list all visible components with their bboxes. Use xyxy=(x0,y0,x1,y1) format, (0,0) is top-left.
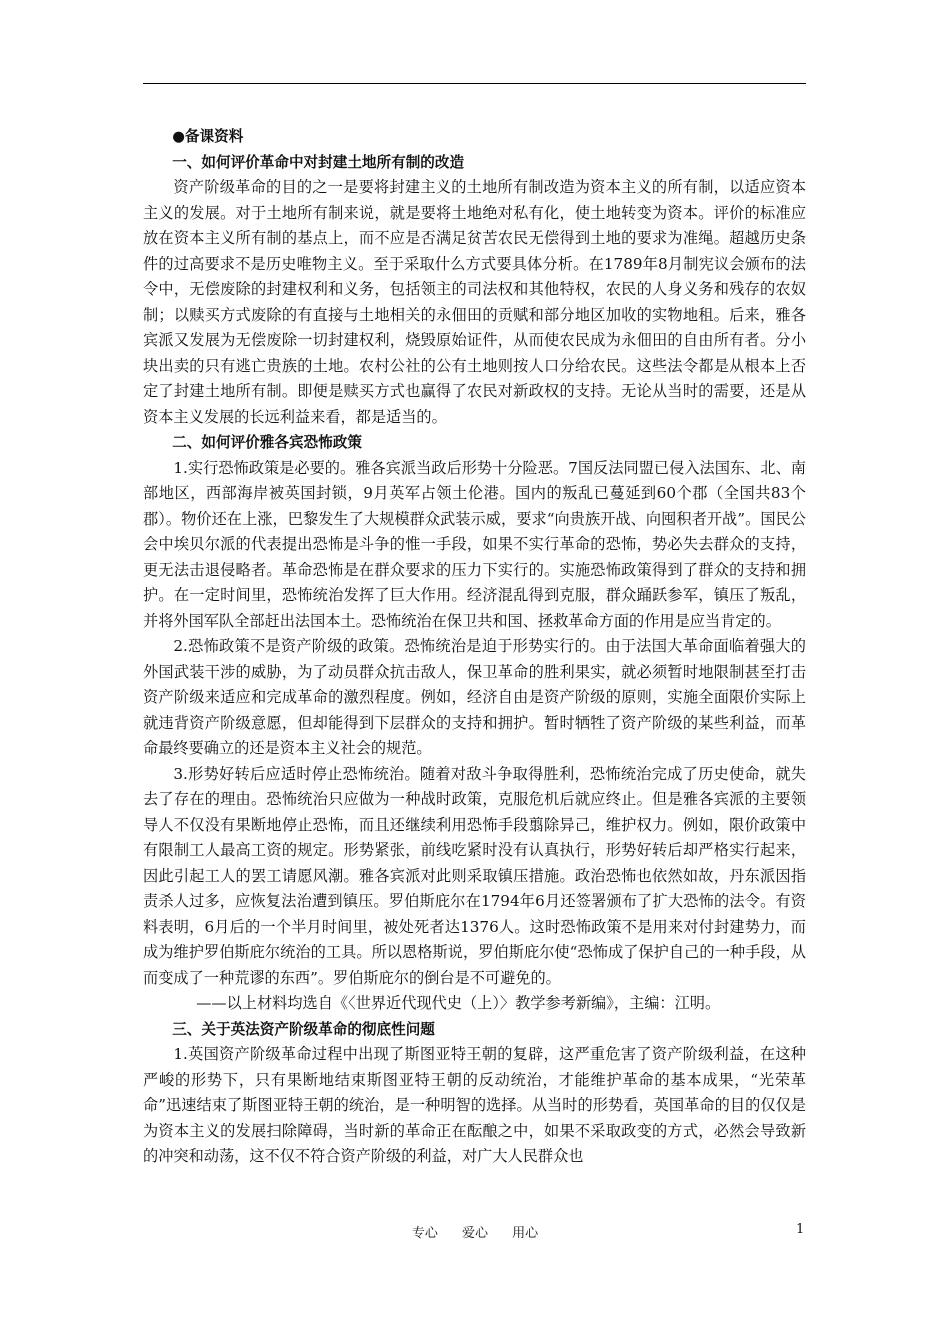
paragraph-land-ownership: 资产阶级革命的目的之一是要将封建主义的土地所有制改造为资本主义的所有制，以适应资本主义的发展。对于土地所有制来说，就是要将土地绝对私有化，使土地转变为资本。评价的标准应放在资本主义所有制的基点上，而不应是否满足贫苦农民无偿得到土地的要求为准绳。超越历史条件的过高要求不是历史唯物主义。至于采取什么方式要具体分析。在1789年8月制宪议会颁布的法令中，无偿废除的封建权利和义务，包括领主的司法权和其他特权，农民的人身义务和残存的农奴制；以赎买方式废除的有直接与土地相关的永佃田的贡赋和部分地区加收的实物地租。后来，雅各宾派又发展为无偿废除一切封建权利，烧毁原始证件，从而使农民成为永佃田的自由所有者。分小块出卖的只有逃亡贵族的土地。农村公社的公有土地则按人口分给农民。这些法令都是从根本上否定了封建土地所有制。即便是赎买方式也赢得了农民对新政权的支持。无论从当时的需要，还是从资本主义发展的长远利益来看，都是适当的。 xyxy=(143,178,806,426)
header-rule xyxy=(143,83,806,84)
paragraph-english-revolution: 1.英国资产阶级革命过程中出现了斯图亚特王朝的复辟，这严重危害了资产阶级利益，在这种严峻的形势下，只有果断地结束斯图亚特王朝的反动统治，才能维护革命的基本成果，“光荣革命”迅速结束了斯图亚特王朝的统治，是一种明智的选择。从当时的形势看，英国革命的目的仅仅是为资本主义的发展扫除障碍，当时新的革命正在酝酿之中，如果不采取政变的方式，必然会导致新的冲突和动荡，这不仅不符合资产阶级的利益，对广大人民群众也 xyxy=(143,1045,806,1165)
paragraph-terror-necessary: 1.实行恐怖政策是必要的。雅各宾派当政后形势十分险恶。7国反法同盟已侵入法国东、北、南部地区，西部海岸被英国封锁，9月英军占领土伦港。国内的叛乱已蔓延到60个郡（全国共83个郡）。物价还在上涨，巴黎发生了大规模群众武装示威，要求“向贵族开战、向囤积者开战”。国民公会中埃贝尔派的代表提出恐怖是斗争的惟一手段，如果不实行革命的恐怖，势必失去群众的支持，更无法击退侵略者。革命恐怖是在群众要求的压力下实行的。实施恐怖政策得到了群众的支持和拥护。在一定时间里，恐怖统治发挥了巨大作用。经济混乱得到克服，群众踊跃参军，镇压了叛乱，并将外国军队全部赶出法国本土。恐怖统治在保卫共和国、拯救革命方面的作用是应当肯定的。 xyxy=(143,458,806,630)
document-body xyxy=(143,124,806,1170)
footer-slogan-1: 专心 xyxy=(411,1226,438,1241)
section-marker: ●备课资料 xyxy=(172,128,244,145)
footer-slogan-2: 爱心 xyxy=(461,1226,488,1241)
heading-land-ownership: 一、如何评价革命中对封建土地所有制的改造 xyxy=(172,153,465,171)
paragraph-terror-should-stop: 3.形势好转后应适时停止恐怖统治。随着对敌斗争取得胜利，恐怖统治完成了历史使命，就失去了存在的理由。恐怖统治只应做为一种战时政策，克服危机后就应终止。但是雅各宾派的主要领导人不仅没有果断地停止恐怖，而且还继续利用恐怖手段翦除异己，维护权力。例如，限价政策中有限制工人最高工资的规定。形势紧张，前线吃紧时没有认真执行，形势好转后却严格实行起来，因此引起工人的罢工请愿风潮。雅各宾派对此则采取镇压措施。政治恐怖也依然如故，丹东派因指责杀人过多，应恢复法治遭到镇压。罗伯斯庇尔在1794年6月还签署颁布了扩大恐怖的法令。有资料表明，6月后的一个半月时间里，被处死者达1376人。这时恐怖政策不是用来对付封建势力，而成为维护罗伯斯庇尔统治的工具。所以恩格斯说，罗伯斯庇尔使“恐怖成了保护自己的一种手段，从而变成了一种荒谬的东西”。罗伯斯庇尔的倒台是不可避免的。 xyxy=(143,764,806,987)
paragraph-terror-not-bourgeois: 2.恐怖政策不是资产阶级的政策。恐怖统治是迫于形势实行的。由于法国大革命面临着强大的外国武装干涉的威胁，为了动员群众抗击敌人，保卫革命的胜利果实，就必须暂时地限制甚至打击资产阶级来适应和完成革命的激烈程度。例如，经济自由是资产阶级的原则，实施全面限价实际上就违背资产阶级意愿，但却能得到下层群众的支持和拥护。暂时牺牲了资产阶级的某些利益，而革命最终要确立的还是资本主义社会的规范。 xyxy=(143,637,806,757)
page-number: 1 xyxy=(796,1222,805,1237)
heading-jacobin-terror: 二、如何评价雅各宾恐怖政策 xyxy=(172,434,362,451)
footer-slogan xyxy=(0,1222,950,1241)
source-citation: ——以上材料均选自《〈世界近代现代史（上）〉教学参考新编》，主编：江明。 xyxy=(196,994,721,1012)
heading-revolution-thoroughness: 三、关于英法资产阶级革命的彻底性问题 xyxy=(172,1020,435,1038)
footer-slogan-3: 用心 xyxy=(512,1226,539,1241)
